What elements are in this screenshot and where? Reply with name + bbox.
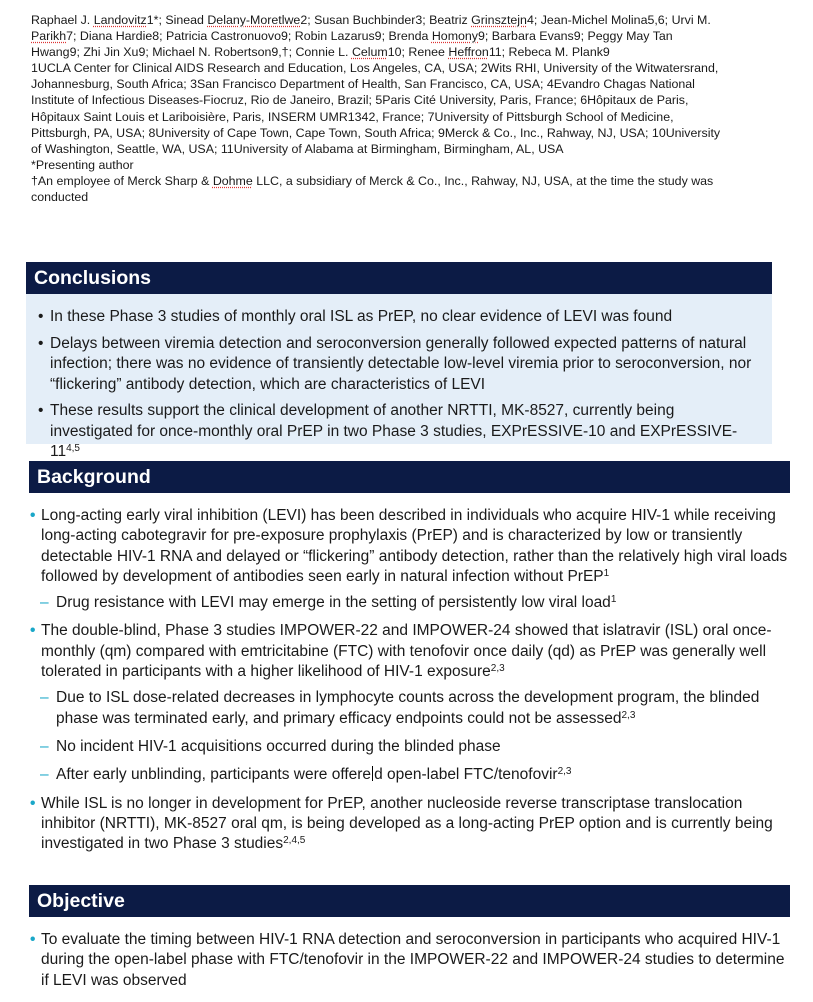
conclusion-item: [38, 307, 758, 328]
bullet-icon: •: [30, 931, 36, 948]
background-item: [30, 621, 790, 682]
employee-note: [31, 173, 721, 205]
reference-sup: 2,3: [557, 766, 572, 778]
dash-icon: –: [40, 766, 49, 784]
reference-sup: 1: [603, 567, 610, 579]
reference-sup: 2,4,5: [283, 835, 306, 847]
bullet-icon: •: [30, 507, 36, 524]
conclusions-list: [38, 307, 758, 463]
author-text: 2; Susan Buchbinder3; Beatriz: [300, 13, 472, 27]
bullet-icon: •: [38, 308, 44, 325]
author-name-flagged: Delany-Moretlwe: [207, 13, 301, 27]
background-subitem: [30, 765, 790, 785]
background-subitem: [30, 737, 790, 757]
author-block: [31, 12, 721, 205]
background-subitem: [30, 593, 790, 613]
background-text: While ISL is no longer in development for PrEP, another nucleoside reverse transcriptase translocation inhibitor (NRTTI), MK-8527 oral qm, is being developed as a long-acting PrEP option and is currently being investigated in two Phase 3 studies: [41, 794, 773, 853]
author-name-flagged: Heffron: [448, 45, 489, 60]
background-subitem: [30, 688, 790, 729]
background-subtext: Due to ISL dose-related decreases in lymphocyte counts across the development program, the blinded phase was terminated early, and primary efficacy endpoints could not be assessed: [56, 689, 760, 727]
background-item: [30, 794, 790, 855]
affiliations: 1UCLA Center for Clinical AIDS Research and Education, Los Angeles, CA, USA; 2Wits RHI, University of the Witwatersrand, Johannesburg, South Africa; 3San Francisco Department of Health, San Francisco, CA, USA; 4Evandro Chagas National Institute of Infectious Diseases-Fiocruz, Rio de Janeiro, Brazil; 5Paris Cité University, Paris, France; 6Hôpitaux de Paris, Hôpitaux Saint Louis et Lariboisière, Paris, INSERM UMR1342, France; 7University of Pittsburgh School of Medicine, Pittsburgh, PA, USA; 8University of Cape Town, Cape Town, South Africa; 9Merck & Co., Inc., Rahway, NJ, USA; 10University of Washington, Seattle, WA, USA; 11University of Alabama at Birmingham, Birmingham, AL, USA: [31, 61, 721, 156]
dash-icon: –: [40, 737, 49, 755]
conclusion-text: These results support the clinical development of another NRTTI, MK-8527, currently being investigated for once-monthly oral PrEP in two Phase 3 studies, EXPrESSIVE-10 and EXPrESSIVE-11: [50, 402, 738, 460]
author-text: 10; Renee: [387, 45, 449, 60]
background-subtext: No incident HIV-1 acquisitions occurred during the blinded phase: [56, 737, 501, 755]
bullet-icon: •: [38, 334, 44, 352]
reference-sup: 1: [610, 594, 617, 606]
objective-text: To evaluate the timing between HIV-1 RNA detection and seroconversion in participants who acquired HIV-1 during the open-label phase with FTC/tenofovir in the IMPOWER-22 and IMPOWER-24 studies to determine if LEVI was observed: [41, 931, 785, 989]
background-subtext: After early unblinding, participants were offere: [56, 766, 372, 784]
author-text: 1*; Sinead: [146, 13, 208, 27]
background-list: [30, 506, 790, 860]
background-subtext: Drug resistance with LEVI may emerge in the setting of persistently low viral load: [56, 594, 611, 612]
author-list: [31, 12, 721, 60]
author-text: 4; Jean-Michel Molina5,6; Urvi M.: [526, 13, 711, 27]
author-name-flagged: Homony: [431, 29, 478, 44]
conclusion-text: Delays between viremia detection and seroconversion generally followed expected patterns of natural infection; there was no evidence of transiently detectable low-level viremia prior to seroconversion, nor “flickering” antibody detection, which are characteristics of LEVI: [50, 334, 752, 393]
reference-sup: 4,5: [66, 443, 80, 454]
presenting-author-note: *Presenting author: [31, 157, 134, 172]
objective-heading: Objective: [29, 885, 790, 917]
author-name-flagged: Celum: [351, 45, 388, 60]
conclusion-item: [38, 401, 758, 463]
employee-note-text-end: LLC, a subsidiary of Merck & Co., Inc., Rahway, NJ, USA, at the time the study was conducted: [31, 173, 714, 205]
objective-item: [30, 930, 790, 991]
reference-sup: 2,3: [490, 663, 505, 675]
objective-list: [30, 930, 790, 997]
bullet-icon: •: [30, 622, 36, 640]
dash-icon: –: [40, 594, 49, 612]
conclusion-text: In these Phase 3 studies of monthly oral ISL as PrEP, no clear evidence of LEVI was found: [50, 308, 673, 325]
background-text: The double-blind, Phase 3 studies IMPOWER-22 and IMPOWER-24 showed that islatravir (ISL) oral once-monthly (qm) compared with emtricitabine (FTC) with tenofovir once daily (qd) as PrEP was generally well tolerated in participants with a higher likelihood of HIV-1 exposure: [41, 622, 772, 681]
background-item: [30, 506, 790, 587]
employee-note-text: †An employee of Merck Sharp &: [31, 173, 213, 188]
author-text: Raphael J.: [31, 13, 94, 27]
background-text: Long-acting early viral inhibition (LEVI) has been described in individuals who acquire HIV-1 while receiving long-acting cabotegravir for pre-exposure prophylaxis (PrEP) and is characterized by low or transiently detectable HIV-1 RNA and delayed or “flickering” antibody detection, rather than the relatively high viral loads followed by development of antibodies seen early in natural infection without PrEP: [41, 507, 788, 585]
author-name-flagged: Grinsztejn: [471, 13, 527, 27]
conclusions-box: [26, 294, 772, 460]
employee-note-company: Dohme: [212, 173, 253, 188]
text-cursor: [372, 766, 373, 781]
author-text: 11; Rebeca M. Plank9: [488, 45, 610, 60]
author-name-flagged: Landovitz: [93, 13, 147, 27]
reference-sup: 2,3: [621, 709, 636, 721]
author-text: 7; Diana Hardie8; Patricia Castronuovo9; Robin Lazarus9; Brenda: [66, 29, 432, 44]
author-name-flagged: Parikh: [31, 29, 67, 44]
background-subtext-end: d open-label FTC/tenofovir: [374, 766, 558, 784]
bullet-icon: •: [30, 794, 36, 812]
dash-icon: –: [40, 689, 49, 707]
bullet-icon: •: [38, 402, 44, 419]
conclusions-heading: Conclusions: [26, 262, 772, 294]
background-heading: Background: [29, 461, 790, 493]
author-text: 9; Barbara Evans9; Peggy May Tan Hwang9; Zhi Jin Xu9; Michael N. Robertson9,†; Connie L.: [31, 29, 673, 60]
conclusion-item: [38, 334, 758, 396]
